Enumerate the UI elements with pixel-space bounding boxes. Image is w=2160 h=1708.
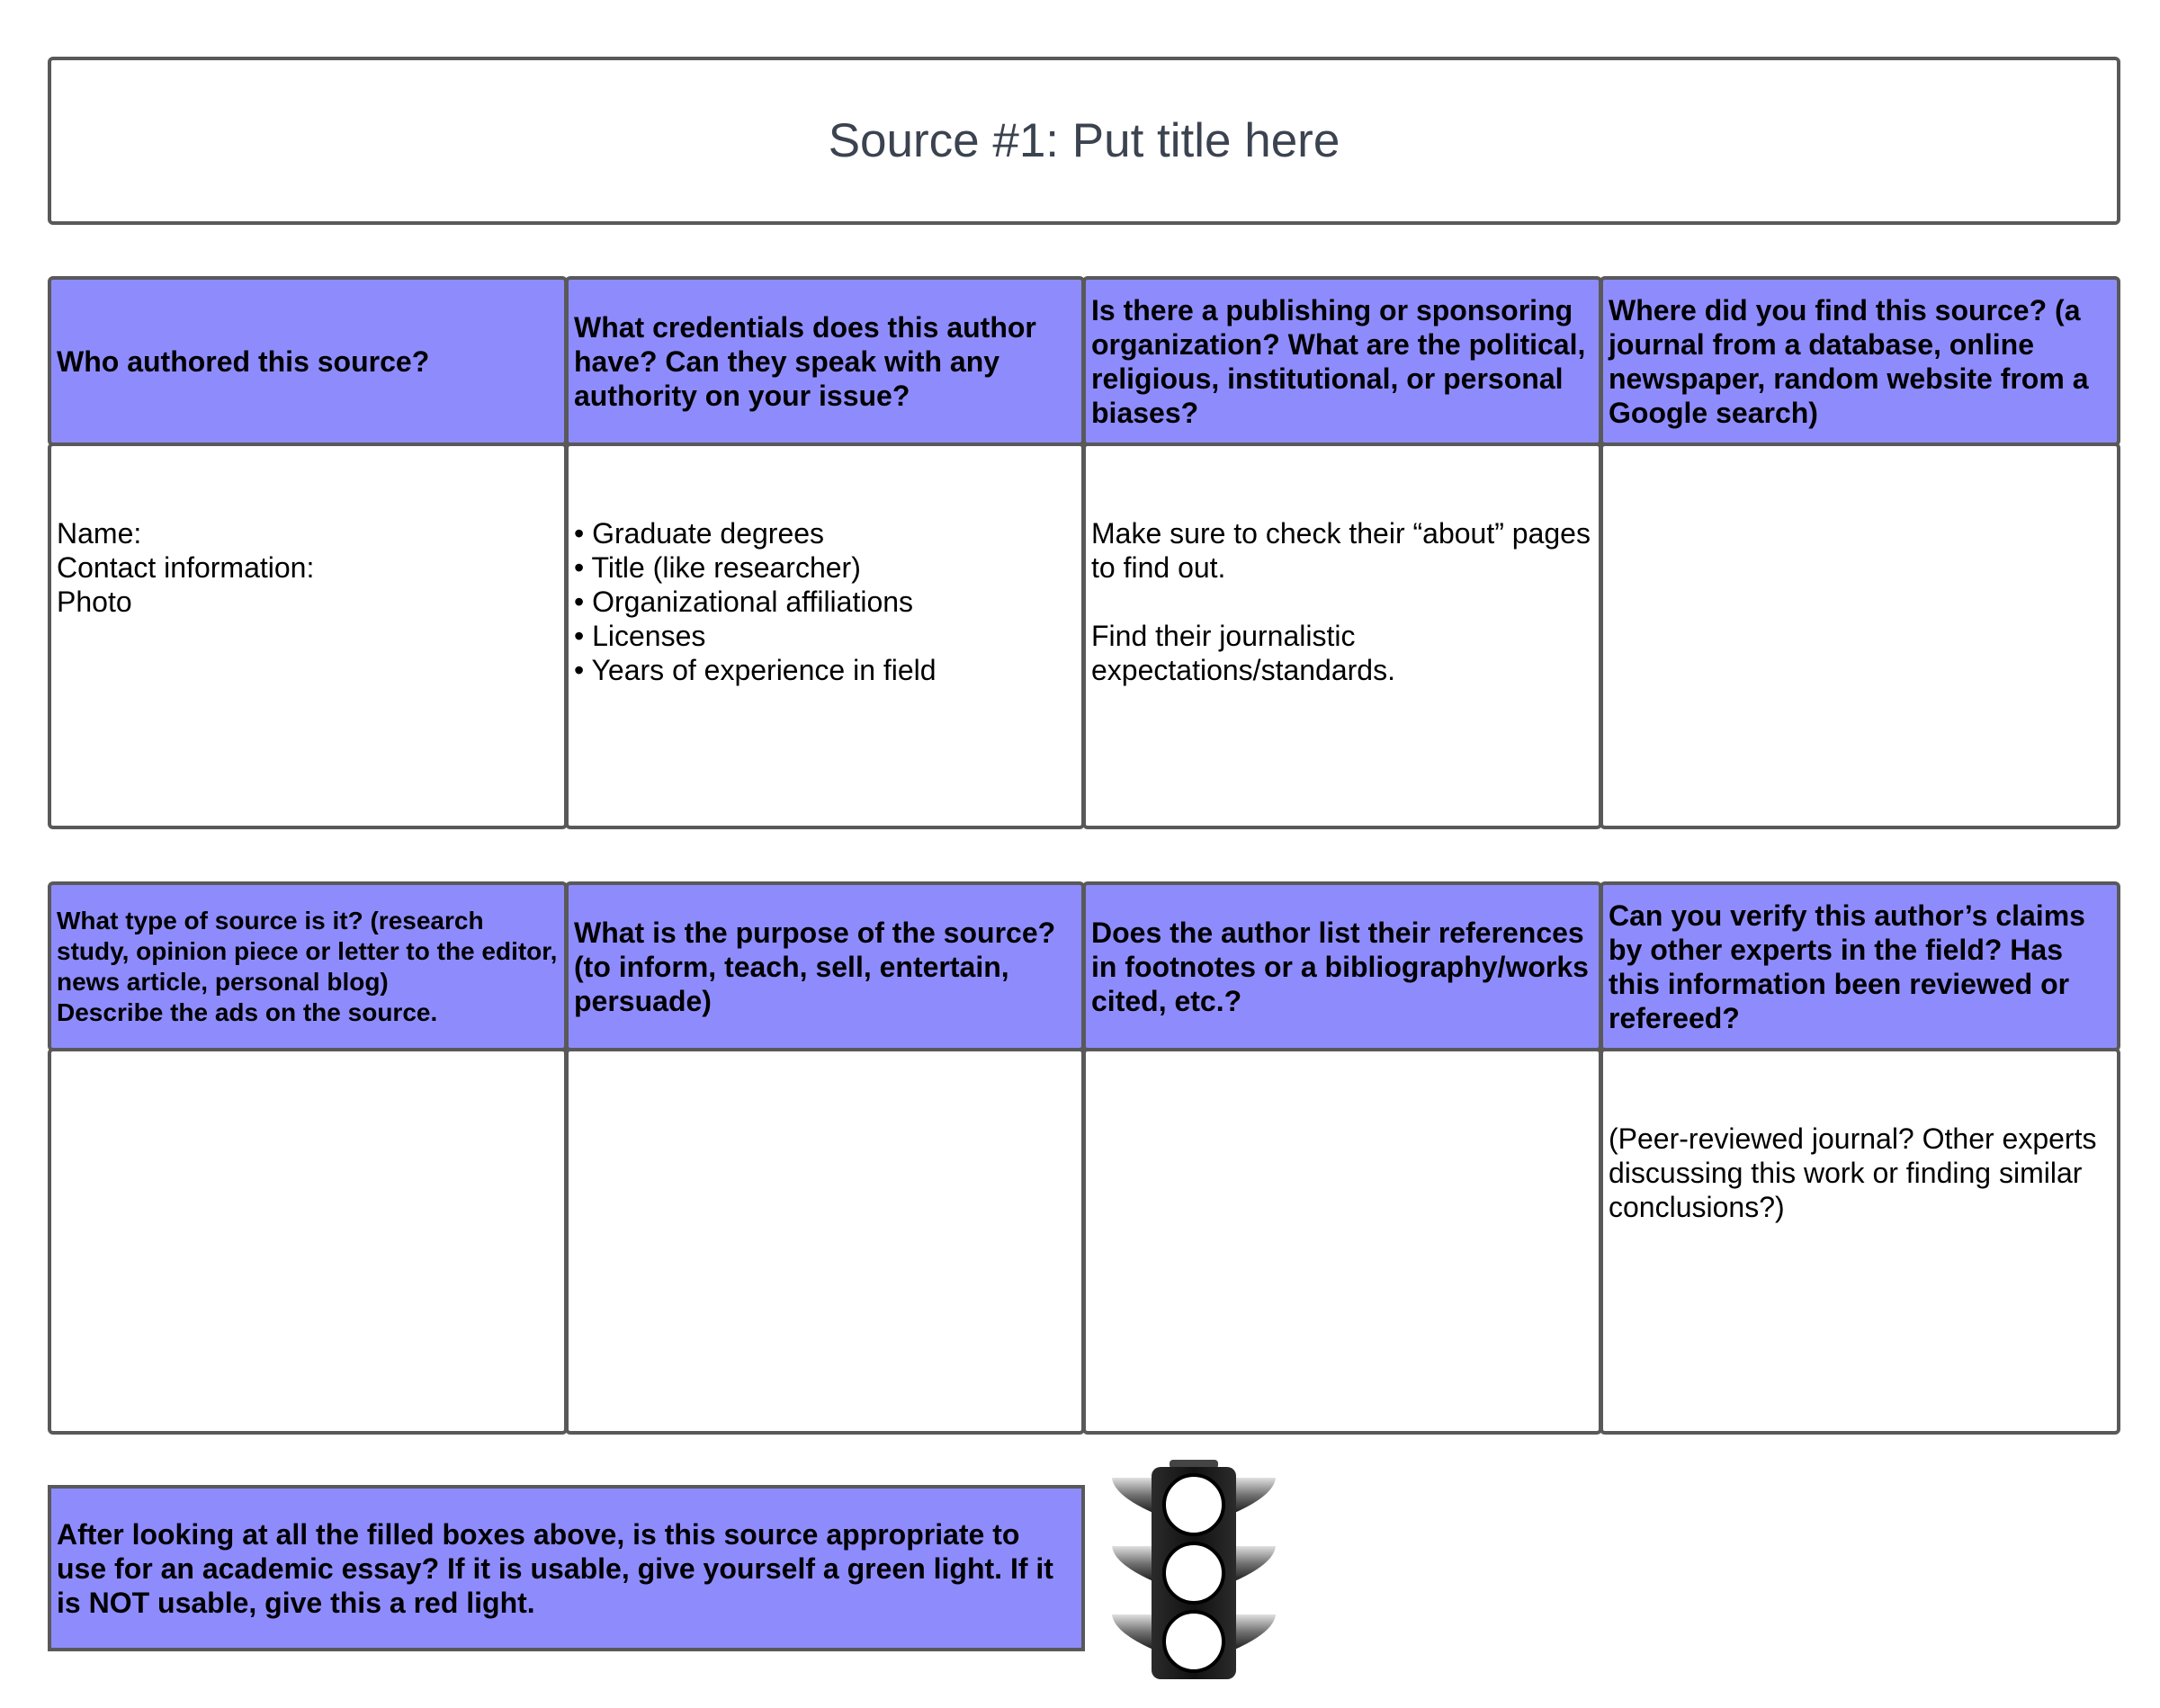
cell-references[interactable] [1082, 1048, 1602, 1435]
final-question-box [48, 1485, 1085, 1651]
header-text-ads: Describe the ads on the source. [57, 997, 438, 1026]
author-contact-line: Contact information: [57, 551, 315, 584]
flap-right-top [1232, 1478, 1276, 1514]
flap-left-top [1112, 1478, 1155, 1514]
header-organization [1082, 276, 1602, 446]
title-box[interactable] [48, 57, 2120, 225]
traffic-light-icon[interactable] [1110, 1460, 1277, 1679]
cell-credentials[interactable] [565, 443, 1085, 829]
page-title: Source #1: Put title here [828, 114, 1340, 167]
organization-hint-1: Make sure to check their “about” pages to find out. [1091, 517, 1599, 584]
list-item: • Title (like researcher) [574, 551, 861, 584]
cell-purpose[interactable] [565, 1048, 1085, 1435]
header-source-location [1600, 276, 2120, 446]
header-purpose [565, 881, 1085, 1051]
header-credentials [565, 276, 1085, 446]
header-text: Can you verify this author’s claims by other experts in the field? Has this information been reviewed or refereed? [1609, 899, 2085, 1034]
list-item: • Graduate degrees [574, 517, 825, 550]
lamp-bottom [1164, 1612, 1223, 1671]
final-question-text: After looking at all the filled boxes above, is this source appropriate to use for an academic essay? If it is usable, give yourself a green light. If it is NOT usable, give this a red light. [57, 1517, 1053, 1619]
header-text: Where did you find this source? (a journal from a database, online newspaper, random website from a Google search) [1609, 293, 2089, 429]
header-text-group [57, 906, 565, 1028]
flap-left-bottom [1112, 1614, 1155, 1650]
list-item: • Organizational affiliations [574, 586, 914, 618]
header-text: What credentials does this author have? Can they speak with any authority on your issue? [574, 310, 1036, 412]
flap-left-middle [1112, 1546, 1155, 1582]
author-name-line: Name: [57, 517, 142, 550]
cell-source-type[interactable] [48, 1048, 568, 1435]
header-source-type [48, 881, 568, 1051]
header-text: What is the purpose of the source? (to inform, teach, sell, entertain, persuade) [574, 916, 1056, 1017]
cell-organization[interactable] [1082, 443, 1602, 829]
header-verify-claims [1600, 881, 2120, 1051]
cell-verify-claims[interactable] [1600, 1048, 2120, 1435]
header-text: Is there a publishing or sponsoring organization? What are the political, religious, institutional, or personal biases? [1091, 293, 1586, 429]
list-item: • Years of experience in field [574, 654, 937, 686]
header-text: Does the author list their references in footnotes or a bibliography/works cited, etc.? [1091, 916, 1589, 1017]
flap-right-bottom [1232, 1614, 1276, 1650]
header-text: Who authored this source? [57, 344, 430, 378]
lamp-top [1164, 1475, 1223, 1534]
lamp-middle [1164, 1543, 1223, 1603]
cell-source-location[interactable] [1600, 443, 2120, 829]
header-references [1082, 881, 1602, 1051]
organization-hint-2: Find their journalistic expectations/standards. [1091, 620, 1395, 686]
header-text: What type of source is it? (research study, opinion piece or letter to the editor, news article, personal blog) [57, 906, 565, 996]
author-photo-line: Photo [57, 586, 132, 618]
flap-right-middle [1232, 1546, 1276, 1582]
verify-hint: (Peer-reviewed journal? Other experts discussing this work or finding similar conclusions?) [1609, 1122, 2105, 1223]
list-item: • Licenses [574, 620, 706, 652]
header-who-authored [48, 276, 568, 446]
cell-author[interactable] [48, 443, 568, 829]
paragraph-gap [1091, 585, 1593, 619]
